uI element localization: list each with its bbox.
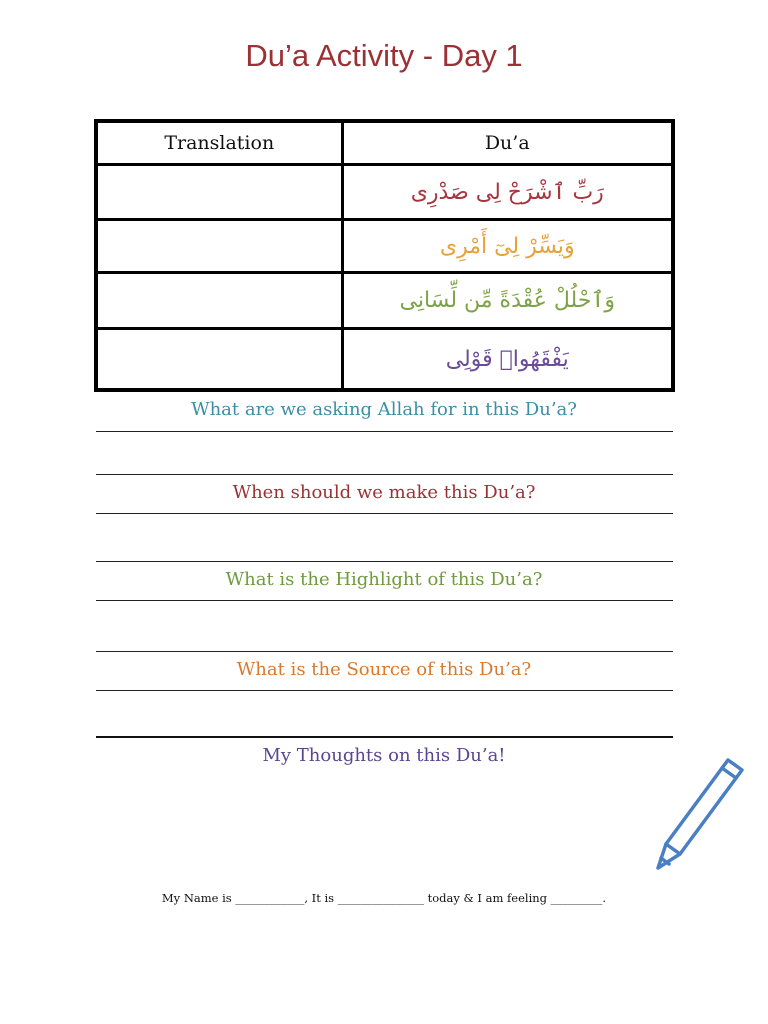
translation-cell[interactable] — [96, 165, 342, 220]
dua-cell: يَفْقَهُوا۟ قَوْلِى — [342, 329, 673, 390]
question-highlight: What is the Highlight of this Du’a? — [225, 569, 543, 590]
answer-line[interactable] — [96, 561, 673, 562]
answer-line[interactable] — [96, 736, 673, 738]
answer-line[interactable] — [96, 690, 673, 691]
translation-cell[interactable] — [96, 220, 342, 273]
answer-line[interactable] — [96, 474, 673, 475]
question-asking: What are we asking Allah for in this Du’a? — [191, 399, 577, 420]
table-header-row — [96, 121, 673, 165]
question-thoughts: My Thoughts on this Du’a! — [262, 745, 506, 766]
header-dua: Du’a — [342, 121, 673, 165]
question-when: When should we make this Du’a? — [232, 482, 536, 503]
page-title: Du’a Activity - Day 1 — [245, 38, 523, 73]
answer-line[interactable] — [96, 600, 673, 601]
translation-cell[interactable] — [96, 329, 342, 390]
translation-cell[interactable] — [96, 273, 342, 329]
question-source: What is the Source of this Du’a? — [236, 659, 532, 680]
answer-line[interactable] — [96, 651, 673, 652]
table-row — [96, 329, 673, 390]
table-row — [96, 220, 673, 273]
answer-line[interactable] — [96, 431, 673, 432]
pencil-icon — [650, 756, 750, 876]
header-translation: Translation — [96, 121, 342, 165]
dua-cell: وَيَسِّرْ لِىٓ أَمْرِى — [342, 220, 673, 273]
dua-table — [94, 119, 675, 392]
table-row — [96, 273, 673, 329]
dua-cell: رَبِّ ٱشْرَحْ لِى صَدْرِى — [342, 165, 673, 220]
dua-cell: وَٱحْلُلْ عُقْدَةً مِّن لِّسَانِى — [342, 273, 673, 329]
answer-line[interactable] — [96, 513, 673, 514]
table-row — [96, 165, 673, 220]
footer-name-line: My Name is ____________, It is _______________ today & I am feeling _________. — [161, 891, 607, 905]
